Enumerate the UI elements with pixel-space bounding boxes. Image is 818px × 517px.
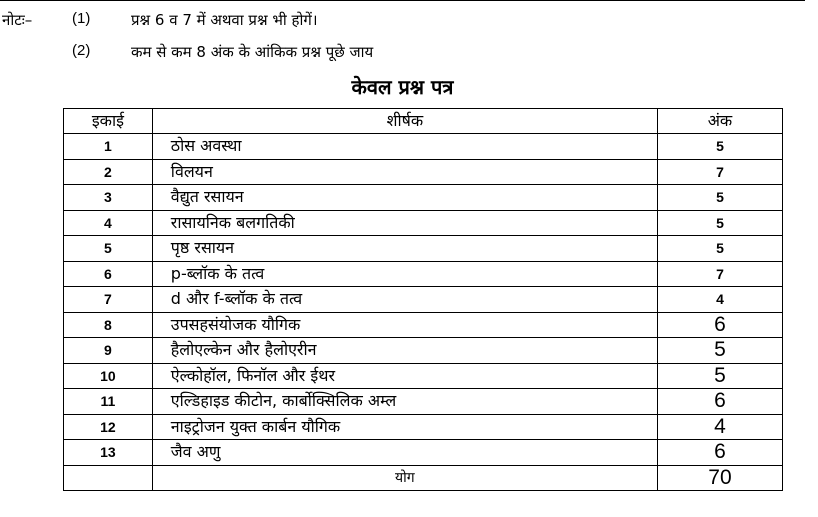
unit-cell: 13: [64, 440, 153, 466]
table-row: [64, 236, 783, 262]
topic-cell: हैलोएल्केन और हैलोएरीन: [152, 338, 657, 364]
marks-cell: 4: [657, 414, 782, 440]
unit-cell: 2: [64, 159, 153, 185]
topic-cell: ठोस अवस्था: [152, 134, 657, 160]
topic-cell: उपसहसंयोजक यौगिक: [152, 312, 657, 338]
topic-cell: वैद्युत रसायन: [152, 185, 657, 211]
total-row: [64, 465, 783, 491]
note-number: (1): [72, 10, 91, 27]
header-topic: शीर्षक: [152, 109, 657, 134]
unit-cell: 12: [64, 414, 153, 440]
marks-cell: 6: [657, 440, 782, 466]
total-empty-cell: [64, 465, 153, 491]
note-text: प्रश्न 6 व 7 में अथवा प्रश्न भी होगें।: [131, 11, 318, 29]
topic-cell: जैव अणु: [152, 440, 657, 466]
table-body: [64, 134, 783, 466]
unit-cell: 11: [64, 389, 153, 415]
unit-cell: 1: [64, 134, 153, 160]
table-row: [64, 159, 783, 185]
table-row: [64, 210, 783, 236]
unit-cell: 9: [64, 338, 153, 364]
marks-cell: 5: [657, 134, 782, 160]
total-label: योग: [152, 465, 657, 491]
unit-cell: 8: [64, 312, 153, 338]
table-row: [64, 414, 783, 440]
table-row: [64, 287, 783, 313]
marks-cell: 5: [657, 185, 782, 211]
marks-cell: 4: [657, 287, 782, 313]
topic-cell: पृष्ठ रसायन: [152, 236, 657, 262]
topic-cell: d और f-ब्लॉक के तत्व: [152, 287, 657, 313]
table-row: [64, 389, 783, 415]
table-row: [64, 185, 783, 211]
unit-cell: 6: [64, 261, 153, 287]
topic-cell: रासायनिक बलगतिकी: [152, 210, 657, 236]
table-row: [64, 312, 783, 338]
topic-cell: नाइट्रोजन युक्त कार्बन यौगिक: [152, 414, 657, 440]
cropped-text-fragment: [0, 509, 805, 517]
marks-cell: 6: [657, 389, 782, 415]
marks-cell: 7: [657, 159, 782, 185]
table-row: [64, 338, 783, 364]
table-row: [64, 261, 783, 287]
note-text: कम से कम 8 अंक के आंकिक प्रश्न पूछे जाय: [131, 43, 374, 61]
marks-cell: 5: [657, 338, 782, 364]
topic-cell: ऐल्कोहॉल, फिनॉल और ईथर: [152, 363, 657, 389]
header-unit: इकाई: [64, 109, 153, 134]
marks-table: [63, 108, 783, 491]
unit-cell: 3: [64, 185, 153, 211]
top-rule: [0, 0, 805, 1]
marks-cell: 6: [657, 312, 782, 338]
header-marks: अंक: [657, 109, 782, 134]
topic-cell: विलयन: [152, 159, 657, 185]
table-row: [64, 134, 783, 160]
marks-cell: 5: [657, 236, 782, 262]
table-row: [64, 440, 783, 466]
table-header-row: [64, 109, 783, 134]
note-label: नोटः–: [2, 11, 33, 29]
page-title: केवल प्रश्न पत्र: [351, 75, 454, 99]
total-marks: 70: [657, 465, 782, 491]
unit-cell: 4: [64, 210, 153, 236]
unit-cell: 7: [64, 287, 153, 313]
note-number: (2): [72, 42, 91, 59]
unit-cell: 5: [64, 236, 153, 262]
topic-cell: p-ब्लॉक के तत्व: [152, 261, 657, 287]
table-row: [64, 363, 783, 389]
marks-cell: 5: [657, 210, 782, 236]
marks-cell: 5: [657, 363, 782, 389]
topic-cell: एल्डिहाइड कीटोन, कार्बोक्सिलिक अम्ल: [152, 389, 657, 415]
unit-cell: 10: [64, 363, 153, 389]
marks-cell: 7: [657, 261, 782, 287]
